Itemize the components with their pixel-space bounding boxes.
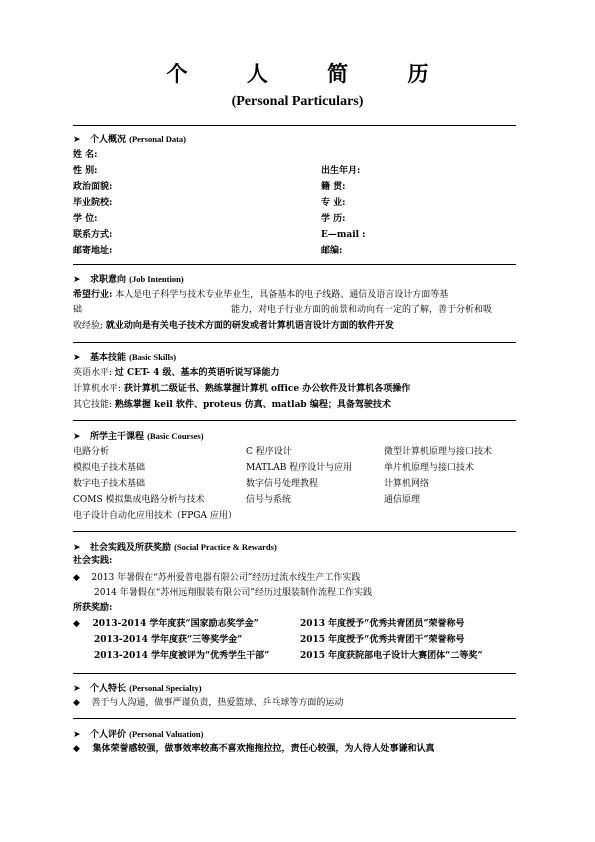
section-skills-heading: ➤ 基本技能 (Basic Skills) <box>73 352 177 363</box>
politics-label: 政治面貌: <box>73 182 113 192</box>
award-item: 2013-2014 学年度获“三等奖学金” <box>94 635 243 645</box>
awards-label: 所获奖励: <box>73 603 113 613</box>
diamond-bullet-icon: ◆ <box>73 573 80 583</box>
course-item: COMS 模拟集成电路分析与技术 <box>73 495 205 505</box>
diamond-bullet-icon: ◆ <box>73 744 80 754</box>
skill-computer: 计算机水平: 获计算机二级证书、熟练掌握计算机 office 办公软件及计算机各项操作 <box>73 384 411 394</box>
course-item: 单片机原理与接口技术 <box>384 463 475 473</box>
contact-label: 联系方式: <box>73 230 113 240</box>
arrow-icon: ➤ <box>73 353 81 363</box>
course-item: 模拟电子技术基础 <box>73 463 146 473</box>
course-item: 通信原理 <box>384 495 421 505</box>
award-item: 2013 年度授予“优秀共青团员”荣誉称号 <box>300 619 465 629</box>
divider <box>73 531 516 532</box>
school-label: 毕业院校: <box>73 198 113 208</box>
course-item: MATLAB 程序设计与应用 <box>246 463 353 473</box>
intention-line-3: 收经验; 就业动向是有关电子技术方面的研发或者计算机语言设计方面的软件开发 <box>73 321 394 331</box>
award-item: 2015 年度授予“优秀共青团干”荣誉称号 <box>300 635 465 645</box>
address-label: 邮寄地址: <box>73 246 113 256</box>
arrow-icon: ➤ <box>73 275 81 285</box>
arrow-icon: ➤ <box>73 432 81 442</box>
course-item: 数字信号处理教程 <box>246 479 319 489</box>
gender-label: 性 别: <box>73 166 98 176</box>
practice-item: 2014 年暑假在“苏州远翔服装有限公司”经历过服装制作流程工作实践 <box>94 588 372 598</box>
major-label: 专 业: <box>321 198 346 208</box>
intention-line-2: 能力，对电子行业方面的前景和动向有一定的了解，善于分析和吸 <box>231 305 493 315</box>
education-label: 学 历: <box>321 214 346 224</box>
arrow-icon: ➤ <box>73 135 81 145</box>
course-item: C 程序设计 <box>246 447 292 457</box>
arrow-icon: ➤ <box>73 684 81 694</box>
section-practice-heading: ➤ 社会实践及所获奖励 (Social Practice & Rewards) <box>73 542 277 553</box>
divider <box>73 125 516 126</box>
practice-label: 社会实践: <box>73 556 113 566</box>
arrow-icon: ➤ <box>73 730 81 740</box>
divider <box>73 673 516 674</box>
birth-label: 出生年月: <box>321 166 361 176</box>
intention-line-1b: 础 <box>73 305 83 315</box>
practice-item: ◆ 2013 年暑假在“苏州爱普电器有限公司”经历过流水线生产工作实践 <box>73 573 361 583</box>
skill-english: 英语水平: 过 CET- 4 级、基本的英语听说写译能力 <box>73 368 280 378</box>
course-item: 计算机网络 <box>384 479 430 489</box>
section-valuation-heading: ➤ 个人评价 (Personal Valuation) <box>73 729 204 740</box>
intention-line-1: 希望行业: 本人是电子科学与技术专业毕业生，具备基本的电子线路、通信及语言设计方面等基 <box>73 290 449 300</box>
award-item: ◆ 2013-2014 学年度获“国家励志奖学金” <box>73 619 259 629</box>
course-item: 微型计算机原理与接口技术 <box>384 447 493 457</box>
section-specialty-heading: ➤ 个人特长 (Personal Specialty) <box>73 683 202 694</box>
postcode-label: 邮编: <box>321 246 343 256</box>
origin-label: 籍 贯: <box>321 182 346 192</box>
skill-other: 其它技能: 熟练掌握 keil 软件、proteus 仿真、matlab 编程；具备驾驶技术 <box>73 400 391 410</box>
award-item: 2013-2014 学年度被评为“优秀学生干部” <box>94 651 270 661</box>
course-item: 信号与系统 <box>246 495 292 505</box>
section-intention-heading: ➤ 求职意向 (Job Intention) <box>73 274 184 285</box>
page-subtitle: (Personal Particulars) <box>231 94 364 109</box>
specialty-text: ◆ 善于与人沟通，做事严谨负责，热爱篮球、乒乓球等方面的运动 <box>73 698 344 708</box>
divider <box>73 718 516 719</box>
email-label: E—mail : <box>321 230 366 240</box>
course-item: 电路分析 <box>73 447 110 457</box>
award-item: 2015 年度获院部电子设计大赛团体“二等奖” <box>300 651 483 661</box>
course-item: 电子设计自动化应用技术（FPGA 应用） <box>73 511 237 521</box>
name-label: 姓 名: <box>73 150 98 160</box>
section-courses-heading: ➤ 所学主干课程 (Basic Courses) <box>73 431 204 442</box>
divider <box>73 342 516 343</box>
arrow-icon: ➤ <box>73 543 81 553</box>
diamond-bullet-icon: ◆ <box>73 619 80 629</box>
course-item: 数字电子技术基础 <box>73 479 146 489</box>
degree-label: 学 位: <box>73 214 98 224</box>
divider <box>73 264 516 265</box>
diamond-bullet-icon: ◆ <box>73 698 80 708</box>
valuation-text: ◆ 集体荣誉感较强，做事效率较高不喜欢拖拖拉拉，责任心较强，为人待人处事谦和认真 <box>73 744 435 754</box>
section-personal-heading: ➤ 个人概况 (Personal Data) <box>73 134 186 145</box>
divider <box>73 420 516 421</box>
page-title: 个 人 简 历 <box>166 61 455 86</box>
